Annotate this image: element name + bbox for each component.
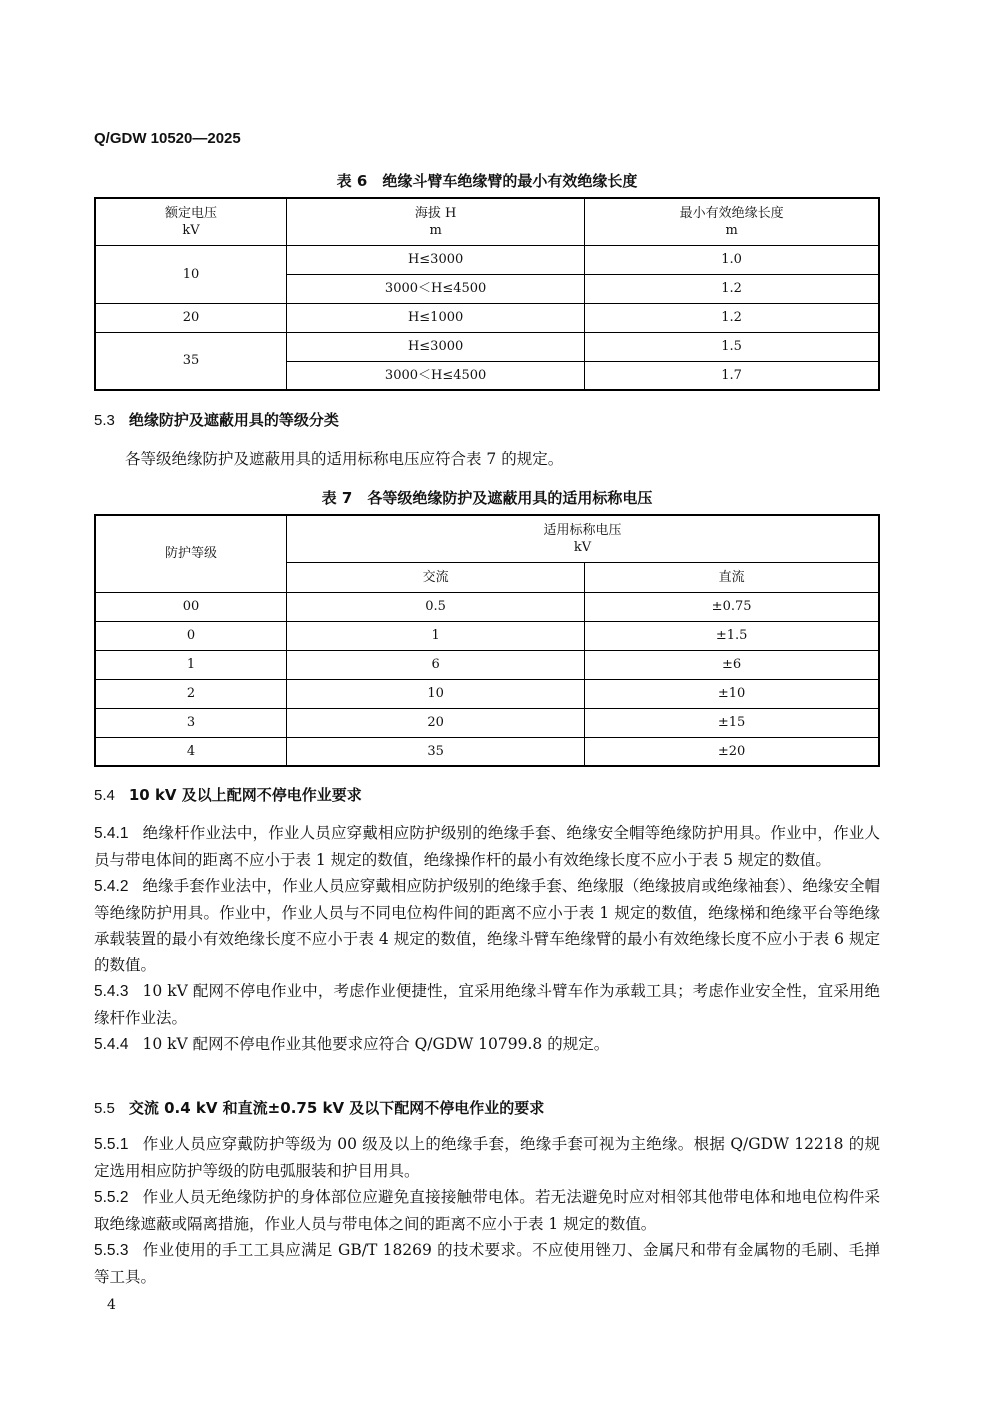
table7 bbox=[94, 514, 880, 767]
clause-number: 5.4.1 bbox=[94, 825, 129, 842]
section-number: 5.5 bbox=[94, 1100, 115, 1117]
clause-text: 绝缘手套作业法中，作业人员应穿戴相应防护级别的绝缘手套、绝缘服（绝缘披肩或绝缘袖套）、绝缘安全帽等绝缘防护用具。作业中，作业人员与不同电位构件间的距离不应小于表 1 规定的数值，绝缘梯和绝缘平台等绝缘承载装置的最小有效绝缘长度不应小于表 4 规定的数值，绝缘斗臂车绝缘臂的最小有效绝缘长度不应小于表 6 规定的数值。 bbox=[94, 877, 880, 974]
clause-number: 5.5.1 bbox=[94, 1136, 129, 1153]
clause-text: 10 kV 配网不停电作业其他要求应符合 Q/GDW 10799.8 的规定。 bbox=[142, 1035, 610, 1053]
clause-5-4-1 bbox=[94, 820, 880, 873]
table-cell: ±20 bbox=[585, 737, 879, 766]
table-row bbox=[95, 621, 879, 650]
section-title: 绝缘防护及遮蔽用具的等级分类 bbox=[128, 411, 339, 429]
table-cell: ±10 bbox=[585, 679, 879, 708]
table-cell: 1 bbox=[95, 650, 287, 679]
table-row bbox=[95, 650, 879, 679]
clause-5-5-1 bbox=[94, 1131, 880, 1184]
table-cell: 6 bbox=[287, 650, 585, 679]
clause-text: 作业人员应穿戴防护等级为 00 级及以上的绝缘手套，绝缘手套可视为主绝缘。根据 Q/GDW 12218 的规定选用相应防护等级的防电弧服装和护目用具。 bbox=[94, 1135, 880, 1180]
clause-text: 作业使用的手工工具应满足 GB/T 18269 的技术要求。不应使用锉刀、金属尺和带有金属物的毛刷、毛掸等工具。 bbox=[94, 1241, 880, 1286]
table-row bbox=[95, 592, 879, 621]
table-cell: 10 bbox=[287, 679, 585, 708]
table-cell: 0 bbox=[95, 621, 287, 650]
table-cell: H≤3000 bbox=[286, 332, 584, 361]
section-title: 10 kV 及以上配网不停电作业要求 bbox=[128, 786, 362, 804]
table-cell: 1 bbox=[287, 621, 585, 650]
table-cell: 1.5 bbox=[585, 332, 879, 361]
table-cell: 00 bbox=[95, 592, 287, 621]
table-header-row bbox=[95, 515, 879, 562]
clause-5-4-3 bbox=[94, 978, 880, 1031]
table-cell: ±0.75 bbox=[585, 592, 879, 621]
table-cell: ±6 bbox=[585, 650, 879, 679]
table-cell: 10 bbox=[95, 245, 286, 303]
table-row bbox=[95, 245, 879, 274]
section-5-4-heading bbox=[94, 784, 362, 805]
clause-number: 5.5.3 bbox=[94, 1242, 129, 1259]
clause-number: 5.4.2 bbox=[94, 878, 129, 895]
table-row bbox=[95, 303, 879, 332]
table-cell: 3000＜H≤4500 bbox=[286, 361, 584, 390]
table-row bbox=[95, 332, 879, 361]
table-cell: H≤3000 bbox=[286, 245, 584, 274]
table-cell: 20 bbox=[287, 708, 585, 737]
page-number: 4 bbox=[107, 1297, 116, 1313]
table-cell: 1.2 bbox=[585, 303, 879, 332]
section-5-5-body bbox=[94, 1131, 880, 1290]
table-cell: ±1.5 bbox=[585, 621, 879, 650]
table-cell: 1.2 bbox=[585, 274, 879, 303]
table-cell: 1.7 bbox=[585, 361, 879, 390]
table-cell: 0.5 bbox=[287, 592, 585, 621]
clause-number: 5.4.3 bbox=[94, 983, 129, 1000]
table6-caption: 表 6 绝缘斗臂车绝缘臂的最小有效绝缘长度 bbox=[336, 172, 638, 190]
clause-text: 作业人员无绝缘防护的身体部位应避免直接接触带电体。若无法避免时应对相邻其他带电体和地电位构件采取绝缘遮蔽或隔离措施，作业人员与带电体之间的距离不应小于表 1 规定的数值。 bbox=[94, 1188, 880, 1233]
table-cell: 35 bbox=[287, 737, 585, 766]
table-row bbox=[95, 679, 879, 708]
table-row bbox=[95, 737, 879, 766]
section-number: 5.3 bbox=[94, 412, 115, 429]
section-5-3-text: 各等级绝缘防护及遮蔽用具的适用标称电压应符合表 7 的规定。 bbox=[125, 450, 564, 468]
table-cell: ±15 bbox=[585, 708, 879, 737]
clause-number: 5.5.2 bbox=[94, 1189, 129, 1206]
header-cell-dc: 直流 bbox=[585, 562, 879, 592]
header-cell-voltage: 额定电压 kV bbox=[95, 198, 286, 245]
clause-number: 5.4.4 bbox=[94, 1036, 129, 1053]
header-cell-grade: 防护等级 bbox=[95, 515, 287, 592]
clause-5-5-3 bbox=[94, 1237, 880, 1290]
clause-text: 绝缘杆作业法中，作业人员应穿戴相应防护级别的绝缘手套、绝缘安全帽等绝缘防护用具。作业中，作业人员与带电体间的距离不应小于表 1 规定的数值，绝缘操作杆的最小有效绝缘长度不应小于表 5 规定的数值。 bbox=[94, 824, 880, 869]
table-cell: 35 bbox=[95, 332, 286, 390]
clause-5-4-2 bbox=[94, 873, 880, 978]
clause-text: 10 kV 配网不停电作业中，考虑作业便捷性，宜采用绝缘斗臂车作为承载工具；考虑作业安全性，宜采用绝缘杆作业法。 bbox=[94, 982, 880, 1027]
table-row bbox=[95, 708, 879, 737]
header-cell-length: 最小有效绝缘长度 m bbox=[585, 198, 879, 245]
document-code-header: Q/GDW 10520—2025 bbox=[94, 130, 241, 147]
clause-5-4-4 bbox=[94, 1031, 880, 1058]
section-5-4-body bbox=[94, 820, 880, 1058]
header-cell-ac: 交流 bbox=[287, 562, 585, 592]
table-cell: 1.0 bbox=[585, 245, 879, 274]
table7-caption: 表 7 各等级绝缘防护及遮蔽用具的适用标称电压 bbox=[321, 489, 653, 507]
section-number: 5.4 bbox=[94, 787, 115, 804]
section-5-5-heading bbox=[94, 1097, 544, 1118]
header-cell-altitude: 海拔 H m bbox=[286, 198, 584, 245]
section-5-3-heading bbox=[94, 409, 339, 430]
table-cell: 20 bbox=[95, 303, 286, 332]
table-cell: 3 bbox=[95, 708, 287, 737]
section-title: 交流 0.4 kV 和直流±0.75 kV 及以下配网不停电作业的要求 bbox=[128, 1099, 545, 1117]
table-cell: 2 bbox=[95, 679, 287, 708]
table6 bbox=[94, 197, 880, 391]
table-header-row bbox=[95, 198, 879, 245]
header-cell-voltage: 适用标称电压 kV bbox=[287, 515, 880, 562]
table-cell: H≤1000 bbox=[286, 303, 584, 332]
table-cell: 3000＜H≤4500 bbox=[286, 274, 584, 303]
clause-5-5-2 bbox=[94, 1184, 880, 1237]
table-cell: 4 bbox=[95, 737, 287, 766]
